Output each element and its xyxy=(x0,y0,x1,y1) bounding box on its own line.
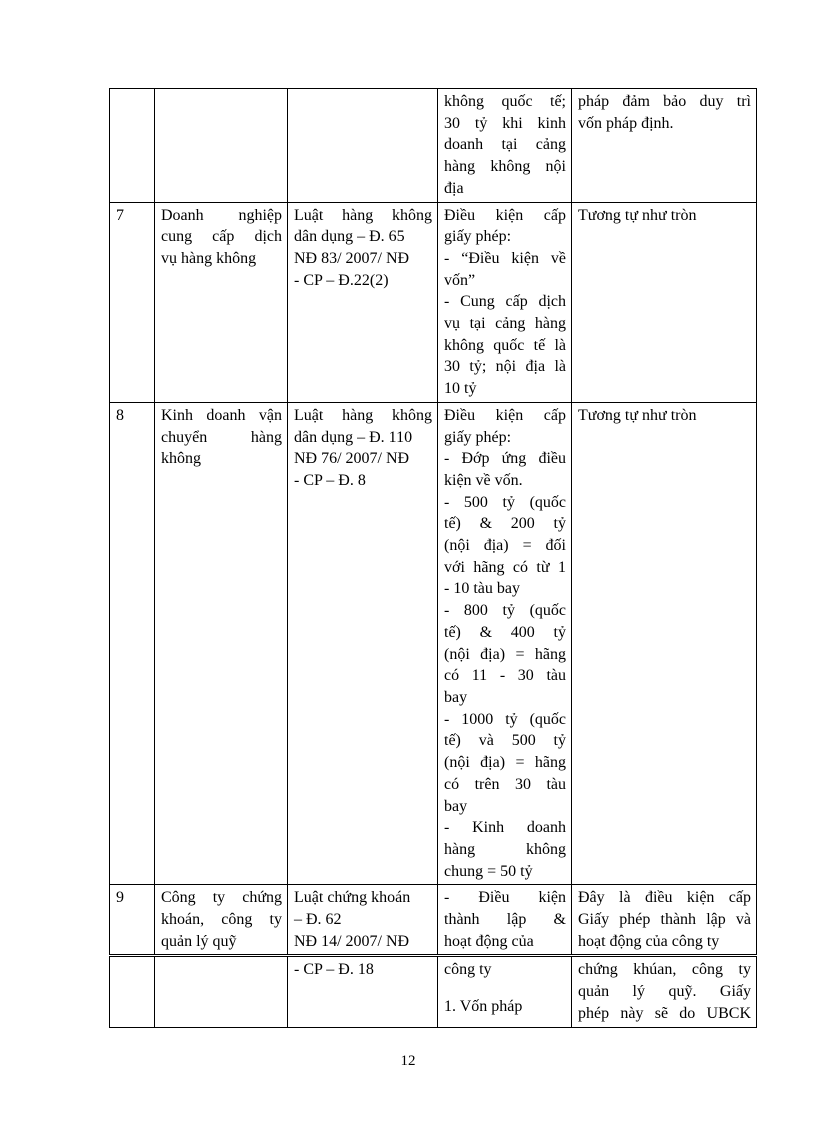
cell-business xyxy=(155,956,288,1027)
text-line: Luật hàng không xyxy=(294,206,432,224)
text-line: hàng không nội xyxy=(444,158,566,176)
text-line: Doanh nghiệp xyxy=(161,206,282,224)
text-line: hàng không xyxy=(444,840,566,858)
cell-no xyxy=(110,885,155,956)
row-number: 7 xyxy=(116,206,124,224)
text-line: Điều kiện cấp xyxy=(444,206,566,224)
text-line: có 11 - 30 tàu xyxy=(444,667,566,685)
text-line: - 1000 tỷ (quốc xyxy=(444,710,566,728)
text-line: - CP – Đ. 18 xyxy=(294,961,374,979)
text-line: Luật hàng không xyxy=(294,406,432,424)
text-line: - Đớp ứng điều xyxy=(444,450,566,468)
text-line: Tương tự như tròn xyxy=(578,206,697,224)
text-line: tế) & 400 tỷ xyxy=(444,623,566,641)
cell-law xyxy=(288,89,438,203)
cell-no xyxy=(110,89,155,203)
cell-note xyxy=(572,89,757,203)
text-line: (nội địa) = hãng xyxy=(444,754,566,772)
row-number: 8 xyxy=(116,406,124,424)
table-row-9 xyxy=(110,885,757,956)
row-number: 9 xyxy=(116,889,124,907)
cell-no xyxy=(110,202,155,402)
text-line: không quốc tế là xyxy=(444,336,566,354)
text-line: Tương tự như tròn xyxy=(578,406,697,424)
cell-note xyxy=(572,956,757,1027)
text-line: chung = 50 tỷ xyxy=(444,862,533,880)
text-line: giấy phép: xyxy=(444,428,512,446)
text-line: quản lý quỹ. Giấy xyxy=(578,983,751,1001)
text-line: vốn pháp định. xyxy=(578,114,674,132)
cell-note xyxy=(572,202,757,402)
text-line: dân dụng – Đ. 65 xyxy=(294,228,405,246)
cell-note xyxy=(572,402,757,884)
table-row-continuation xyxy=(110,956,757,1027)
text-line: giấy phép: xyxy=(444,228,512,246)
text-line: bay xyxy=(444,688,468,706)
text-line: quản lý quỹ xyxy=(161,932,237,950)
text-line: - 500 tỷ (quốc xyxy=(444,493,566,511)
text-line: tế) và 500 tỷ xyxy=(444,732,566,750)
cell-business xyxy=(155,402,288,884)
text-line: bay xyxy=(444,797,468,815)
cell-law xyxy=(288,402,438,884)
cell-condition xyxy=(438,885,572,956)
text-line: 30 tỷ khi kinh xyxy=(444,114,566,132)
cell-condition xyxy=(438,202,572,402)
text-line: cung cấp dịch xyxy=(161,228,282,246)
text-line: Điều kiện cấp xyxy=(444,406,566,424)
text-line: - 800 tỷ (quốc xyxy=(444,602,566,620)
text-line: tế) & 200 tỷ xyxy=(444,515,566,533)
text-line: 1. Vốn pháp xyxy=(444,998,523,1016)
page-number: 12 xyxy=(400,1053,416,1069)
text-line: không quốc tế; xyxy=(444,93,566,110)
text-line: – Đ. 62 xyxy=(294,911,342,929)
text-line: pháp đảm bảo duy trì xyxy=(578,93,751,110)
text-line: Kinh doanh vận xyxy=(161,406,282,424)
cell-condition xyxy=(438,402,572,884)
table-row-8 xyxy=(110,402,757,884)
text-line: địa xyxy=(444,179,464,197)
text-line: NĐ 76/ 2007/ NĐ xyxy=(294,450,410,468)
text-line: vụ hàng không xyxy=(161,249,257,267)
cell-law xyxy=(288,956,438,1027)
text-line: - CP – Đ. 8 xyxy=(294,471,366,489)
text-line: - CP – Đ.22(2) xyxy=(294,271,389,289)
text-line: có trên 30 tàu xyxy=(444,775,566,793)
text-line: - Kinh doanh xyxy=(444,819,566,837)
text-line: vụ tại cảng hàng xyxy=(444,315,566,333)
text-line: hoạt động của công ty xyxy=(578,932,720,950)
text-line: thành lập & xyxy=(444,911,566,929)
text-line: không xyxy=(161,450,201,468)
cell-no xyxy=(110,956,155,1027)
text-line: chứng khúan, công ty xyxy=(578,961,751,979)
text-line: kiện về vốn. xyxy=(444,471,523,489)
cell-law xyxy=(288,885,438,956)
text-line: doanh tại cảng xyxy=(444,136,566,154)
text-line: - “Điều kiện về xyxy=(444,249,566,267)
text-line: NĐ 14/ 2007/ NĐ xyxy=(294,932,410,950)
cell-business xyxy=(155,202,288,402)
text-line: dân dụng – Đ. 110 xyxy=(294,428,413,446)
text-line: (nội địa) = đối xyxy=(444,537,566,555)
text-line: Công ty chứng xyxy=(161,889,282,907)
text-line: NĐ 83/ 2007/ NĐ xyxy=(294,249,410,267)
text-line: Giấy phép thành lập và xyxy=(578,911,751,929)
cell-business xyxy=(155,89,288,203)
regulation-table xyxy=(109,88,757,1028)
text-line: vốn” xyxy=(444,271,476,289)
text-line: phép này sẽ do UBCK xyxy=(578,1004,751,1022)
cell-condition xyxy=(438,89,572,203)
table-row-continued xyxy=(110,89,757,203)
text-line: 10 tỷ xyxy=(444,380,477,398)
text-line: chuyển hàng xyxy=(161,428,282,446)
cell-law xyxy=(288,202,438,402)
text-line: 30 tỷ; nội địa là xyxy=(444,358,566,376)
text-line: Đây là điều kiện cấp xyxy=(578,889,751,907)
cell-note xyxy=(572,885,757,956)
text-line: Luật chứng khoán xyxy=(294,889,411,907)
cell-condition xyxy=(438,956,572,1027)
text-line: với hãng có từ 1 xyxy=(444,558,566,576)
cell-no xyxy=(110,402,155,884)
text-line: khoán, công ty xyxy=(161,911,282,929)
table-row-7 xyxy=(110,202,757,402)
text-line: (nội địa) = hãng xyxy=(444,645,566,663)
text-line: công ty xyxy=(444,961,492,979)
text-line: - Cung cấp dịch xyxy=(444,293,566,311)
text-line: hoạt động của xyxy=(444,932,534,950)
text-line: - Điều kiện xyxy=(444,889,566,907)
cell-business xyxy=(155,885,288,956)
text-line: - 10 tàu bay xyxy=(444,580,520,598)
